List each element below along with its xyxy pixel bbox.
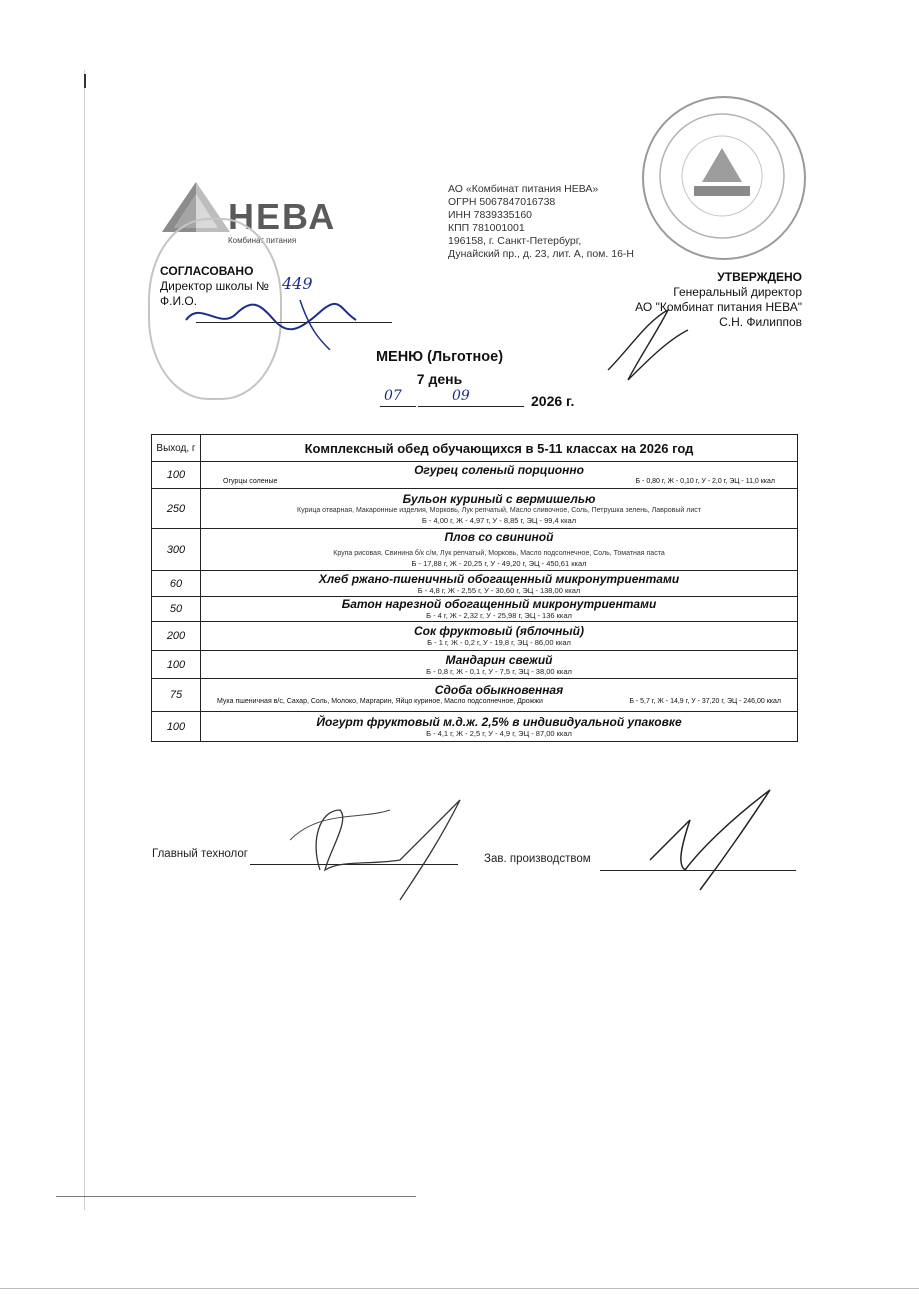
row-dish [201, 679, 798, 712]
logo-subtitle: Комбинат питания [228, 236, 297, 245]
table-row [152, 462, 798, 489]
row-weight: 100 [152, 712, 201, 742]
company-name: АО «Комбинат питания НЕВА» [448, 183, 599, 195]
table-row [152, 622, 798, 651]
scan-mark [84, 74, 86, 88]
production-head-label: Зав. производством [484, 853, 591, 865]
agreed-heading: СОГЛАСОВАНО [160, 264, 254, 278]
chief-technologist-label: Главный технолог [152, 848, 248, 860]
dish-ingredients: Крупа рисовая, Свинина б/к с/м, Лук репчатый, Морковь, Масло подсолнечное, Соль, Томатная паста [333, 550, 665, 557]
date-year: 2026 г. [531, 393, 575, 409]
company-ogrn: ОГРН 5067847016738 [448, 196, 556, 208]
dish-details [201, 697, 797, 707]
row-dish [201, 462, 798, 489]
chief-technologist-signature-icon [280, 780, 470, 910]
dish-nutrition: Б - 5,7 г, Ж - 14,9 г, У - 37,20 г, ЭЦ - 246,00 ккал [629, 698, 781, 705]
dish-ingredients: Курица отварная, Макаронные изделия, Морковь, Лук репчатый, Масло сливочное, Соль, Петрушка зелень, Лавровый лист [297, 506, 701, 514]
table-row [152, 597, 798, 622]
company-kpp: КПП 781001001 [448, 222, 525, 234]
table-row [152, 571, 798, 597]
company-address-1: 196158, г. Санкт-Петербург, [448, 235, 582, 247]
row-weight: 250 [152, 489, 201, 529]
company-seal-stamp [642, 96, 806, 260]
scan-edge-line [84, 70, 85, 1210]
row-dish [201, 712, 798, 742]
date-month-underline [418, 406, 524, 407]
dish-name: Хлеб ржано-пшеничный обогащенный микронутриентами [318, 571, 680, 586]
company-details [448, 183, 634, 261]
approved-company: АО "Комбинат питания НЕВА" [635, 300, 802, 314]
table-row [152, 712, 798, 742]
row-dish [201, 489, 798, 529]
row-weight: 60 [152, 571, 201, 597]
dish-name: Плов со свининой [444, 530, 554, 544]
table-row [152, 651, 798, 679]
director-label: Директор школы № [160, 279, 269, 293]
row-dish [201, 529, 798, 571]
approved-heading: УТВЕРЖДЕНО [717, 270, 802, 284]
dish-name: Сок фруктовый (яблочный) [414, 624, 584, 638]
dish-name: Батон нарезной обогащенный микронутриентами [341, 597, 657, 611]
dish-nutrition: Б - 4,00 г, Ж - 4,97 г, У - 8,85 г, ЭЦ - 99,4 ккал [421, 515, 577, 525]
dish-nutrition: Б - 17,88 г, Ж - 20,25 г, У - 49,20 г, ЭЦ - 450,61 ккал [411, 559, 587, 568]
row-weight: 75 [152, 679, 201, 712]
director-signature-icon [180, 290, 370, 350]
dish-ingredients: Огурцы соленые [223, 478, 278, 485]
dish-name: Йогурт фруктовый м.д.ж. 2,5% в индивидуальной упаковке [316, 714, 682, 729]
school-number: 449 [282, 274, 313, 293]
date-month: 09 [452, 388, 470, 404]
dish-nutrition: Б - 4,1 г, Ж - 2,5 г, У - 4,9 г, ЭЦ - 87,00 ккал [426, 728, 572, 738]
dish-name: Мандарин свежий [445, 652, 553, 667]
row-dish [201, 651, 798, 679]
dish-nutrition: Б - 0,8 г, Ж - 0,1 г, У - 7,5 г, ЭЦ - 38,00 ккал [426, 666, 572, 676]
col-weight-header: Выход, г [152, 435, 201, 462]
table-row [152, 489, 798, 529]
row-weight: 100 [152, 651, 201, 679]
approved-position: Генеральный директор [673, 285, 802, 299]
table-row [152, 679, 798, 712]
date-day: 07 [384, 388, 402, 404]
dish-nutrition: Б - 4 г, Ж - 2,32 г, У - 25,98 г, ЭЦ - 136 ккал [426, 611, 572, 620]
logo-text: НЕВА [228, 196, 337, 237]
row-weight: 200 [152, 622, 201, 651]
company-inn: ИНН 7839335160 [448, 209, 533, 221]
date-day-underline [380, 406, 416, 407]
scan-page-edge [0, 1288, 919, 1289]
row-dish [201, 571, 798, 597]
dish-name: Сдоба обыкновенная [434, 683, 564, 697]
dish-ingredients: Мука пшеничная в/с, Сахар, Соль, Молоко, Маргарин, Яйцо куриное, Масло подсолнечное, Дрожжи [217, 698, 543, 705]
table-header-row [152, 435, 798, 462]
row-dish [201, 597, 798, 622]
dish-name: Бульон куриный с вермишелью [402, 491, 596, 506]
fio-label: Ф.И.О. [160, 294, 198, 308]
approved-name: С.Н. Филиппов [719, 315, 802, 329]
dish-nutrition: Б - 4,8 г, Ж - 2,55 г, У - 30,60 г, ЭЦ - 138,00 ккал [417, 585, 581, 595]
row-weight: 300 [152, 529, 201, 571]
menu-day: 7 день [416, 371, 463, 387]
row-weight: 100 [152, 462, 201, 489]
menu-title: МЕНЮ (Льготное) [375, 349, 504, 365]
dish-nutrition: Б - 0,80 г, Ж - 0,10 г, У - 2,0 г, ЭЦ - 11,0 ккал [635, 478, 775, 485]
production-head-signature-icon [640, 780, 790, 900]
row-dish [201, 622, 798, 651]
table-row [152, 529, 798, 571]
dish-name: Огурец соленый порционно [414, 463, 584, 477]
scan-bottom-line [56, 1196, 416, 1197]
dish-nutrition: Б - 1 г, Ж - 0,2 г, У - 19,8 г, ЭЦ - 86,00 ккал [427, 638, 571, 647]
col-dish-header: Комплексный обед обучающихся в 5-11 классах на 2026 год [201, 435, 798, 462]
row-weight: 50 [152, 597, 201, 622]
menu-table [151, 434, 798, 742]
dish-details [201, 477, 797, 487]
company-address-2: Дунайский пр., д. 23, лит. А, пом. 16-Н [448, 248, 634, 260]
